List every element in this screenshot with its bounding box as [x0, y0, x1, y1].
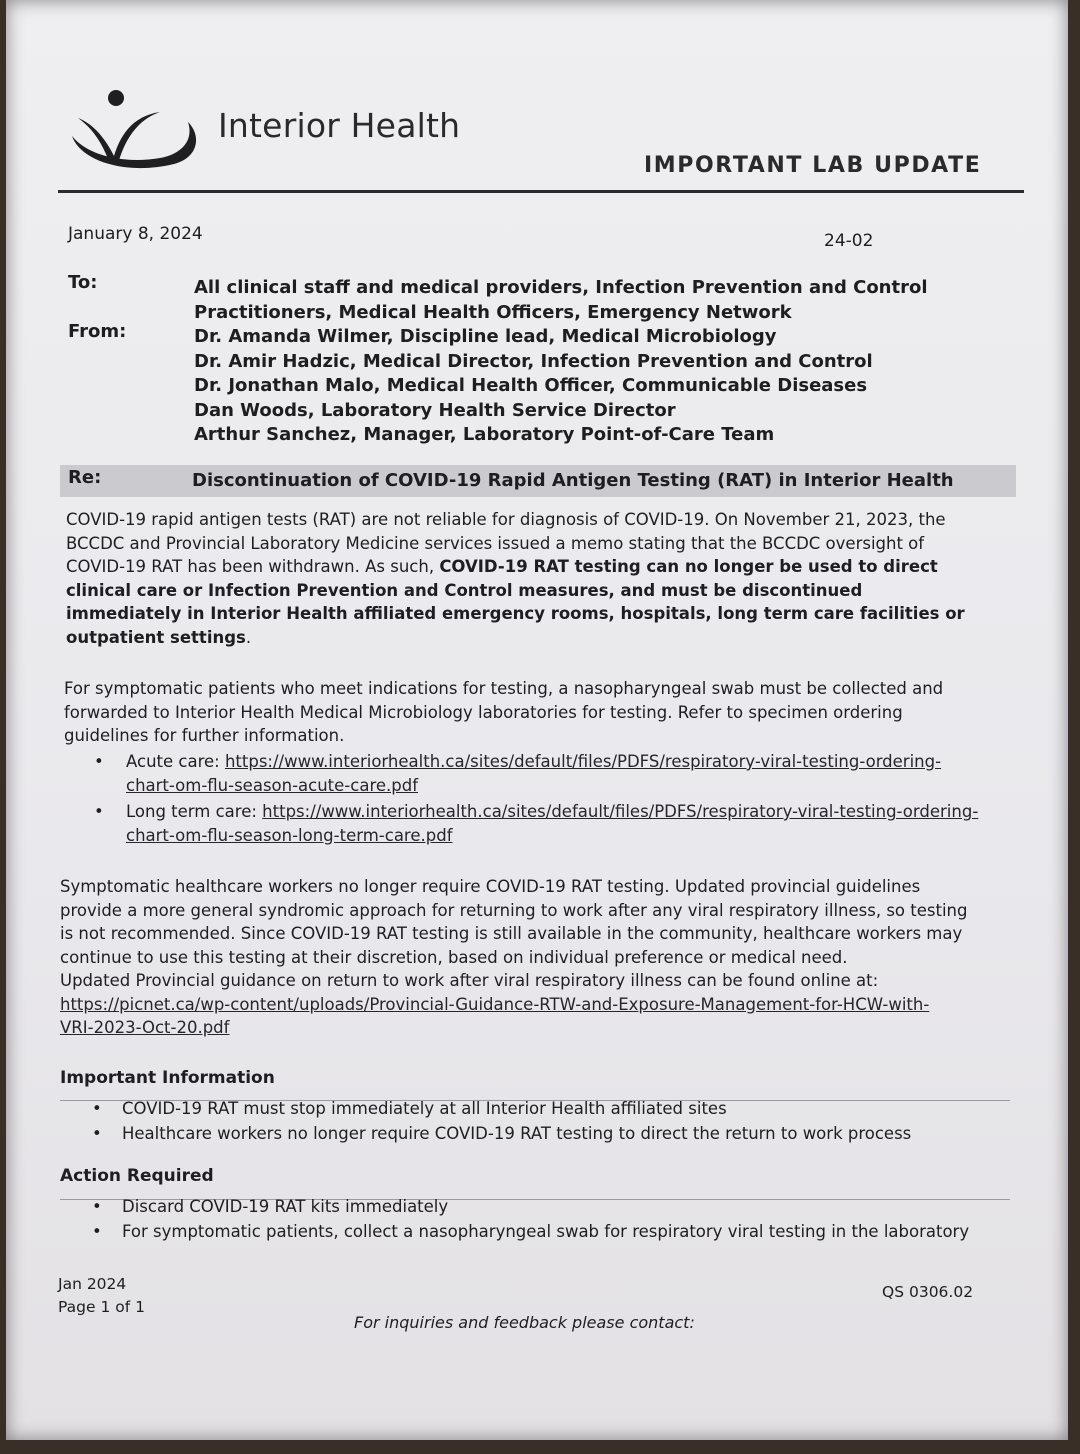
interior-health-logo-icon [64, 84, 204, 170]
text-line [66, 602, 1016, 626]
provincial-guidance-link[interactable]: https://picnet.ca/wp-content/uploads/Provincial-Guidance-RTW-and-Exposure-Management-for-HCW-with- [60, 994, 930, 1014]
important-heading: Important Information [60, 1068, 275, 1088]
bullet-icon: • [92, 1222, 102, 1241]
contact-note: For inquiries and feedback please contact: [354, 1313, 695, 1332]
important-item [92, 1097, 1012, 1121]
text-line: Symptomatic healthcare workers no longer require COVID-19 RAT testing. Updated provincial guidelines [60, 877, 921, 896]
text-line [60, 1016, 1020, 1040]
text-line: is not recommended. Since COVID-19 RAT testing is still available in the community, healthcare workers may [60, 924, 963, 943]
re-label: Re: [68, 467, 102, 488]
organization-name: Interior Health [218, 106, 461, 145]
text-line: For symptomatic patients who meet indications for testing, a nasopharyngeal swab must be collected and [64, 679, 944, 698]
memo-date: January 8, 2024 [68, 224, 203, 244]
from-senders [194, 325, 873, 448]
item-text: COVID-19 RAT must stop immediately at all Interior Health affiliated sites [122, 1099, 727, 1118]
item-text: Healthcare workers no longer require COVID-19 RAT testing to direct the return to work process [122, 1124, 912, 1143]
provincial-guidance-link-continued[interactable]: VRI-2023-Oct-20.pdf [60, 1018, 230, 1037]
from-line: Dr. Jonathan Malo, Medical Health Officer, Communicable Diseases [194, 375, 868, 396]
subject-text: Discontinuation of COVID-19 Rapid Antigen Testing (RAT) in Interior Health [192, 470, 954, 491]
text-line [60, 993, 1020, 1017]
to-recipients [194, 276, 928, 325]
bullet-icon: • [94, 802, 104, 821]
bullet-icon: • [92, 1099, 102, 1118]
text-line: continue to use this testing at their discretion, based on individual preference or medical need. [60, 947, 848, 967]
from-line: Dr. Amir Hadzic, Medical Director, Infection Prevention and Control [194, 350, 873, 372]
link-label: Acute care: [126, 752, 225, 771]
text-line [66, 579, 1016, 603]
important-item [92, 1122, 1012, 1146]
action-item [92, 1220, 1012, 1244]
link-label: Long term care: [126, 802, 263, 821]
bullet-icon: • [94, 752, 104, 771]
action-item [92, 1195, 1012, 1219]
document-title: IMPORTANT LAB UPDATE [644, 153, 982, 178]
to-line: Practitioners, Medical Health Officers, Emergency Network [194, 301, 792, 323]
text-line: guidelines for further information. [64, 726, 345, 745]
from-line: Arthur Sanchez, Manager, Laboratory Point-of-Care Team [194, 424, 775, 445]
text-line [66, 626, 1016, 650]
emphasis-text: outpatient settings [66, 627, 246, 647]
paragraph-healthcare-workers [60, 875, 1020, 1040]
footer-date: Jan 2024 [58, 1275, 127, 1293]
to-label: To: [68, 272, 98, 293]
text-line: BCCDC and Provincial Laboratory Medicine services issued a memo stating that the BCCDC oversight of [66, 533, 925, 553]
page-number: Page 1 of 1 [58, 1298, 145, 1316]
emphasis-text: COVID-19 RAT testing can no longer be used to direct [439, 557, 938, 576]
document-page [6, 0, 1068, 1440]
acute-care-link-continued[interactable]: chart-om-flu-season-acute-care.pdf [126, 775, 419, 795]
long-term-care-link[interactable]: https://www.interiorhealth.ca/sites/default/files/PDFS/respiratory-viral-testing-ordering- [262, 802, 979, 821]
text-run: . [245, 627, 252, 647]
document-code: QS 0306.02 [882, 1283, 974, 1301]
from-line: Dan Woods, Laboratory Health Service Director [194, 399, 676, 421]
acute-care-link[interactable]: https://www.interiorhealth.ca/sites/default/files/PDFS/respiratory-viral-testing-ordering- [224, 752, 942, 771]
to-line: All clinical staff and medical providers, Infection Prevention and Control [194, 277, 928, 298]
bullet-icon: • [92, 1197, 102, 1216]
bullet-icon: • [92, 1124, 102, 1143]
bulletin-number: 24-02 [824, 231, 874, 251]
item-text: For symptomatic patients, collect a nasopharyngeal swab for respiratory viral testing in the laboratory [122, 1222, 970, 1241]
text-line: forwarded to Interior Health Medical Microbiology laboratories for testing. Refer to specimen ordering [64, 702, 903, 722]
item-text: Discard COVID-19 RAT kits immediately [122, 1197, 449, 1216]
long-term-care-link-continued[interactable]: chart-om-flu-season-long-term-care.pdf [126, 825, 453, 845]
action-heading: Action Required [60, 1166, 214, 1186]
text-line [66, 555, 1016, 579]
text-run: COVID-19 RAT has been withdrawn. As such, [66, 557, 440, 576]
text-line: COVID-19 rapid antigen tests (RAT) are not reliable for diagnosis of COVID-19. On November 21, 2023, the [66, 510, 946, 529]
link-list-item [94, 800, 1024, 847]
from-line: Dr. Amanda Wilmer, Discipline lead, Medical Microbiology [194, 326, 777, 347]
link-list-item [94, 750, 1014, 797]
from-label: From: [68, 321, 127, 342]
header-divider [58, 190, 1024, 193]
paragraph-rat-reliability [66, 508, 1016, 649]
text-line: provide a more general syndromic approach for returning to work after any viral respiratory illness, so testing [60, 900, 968, 920]
emphasis-text: immediately in Interior Health affiliated emergency rooms, hospitals, long term care facilities or [66, 604, 965, 623]
emphasis-text: clinical care or Infection Prevention and Control measures, and must be discontinued [66, 580, 863, 600]
text-line: Updated Provincial guidance on return to work after viral respiratory illness can be found online at: [60, 971, 879, 990]
paragraph-specimen-guidance [64, 677, 1014, 748]
